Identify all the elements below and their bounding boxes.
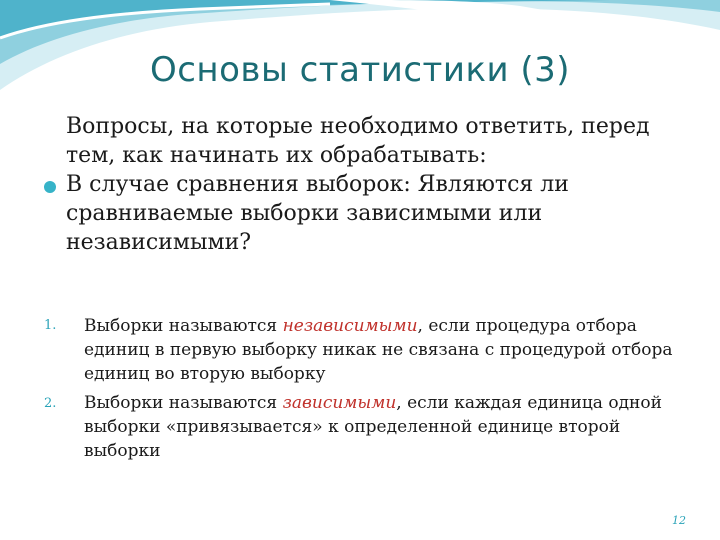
list-number-2: 2.	[44, 396, 57, 411]
list-item-1-after: , если процедура отбора единиц в первую выборку никак не связана с процедурой отбора единиц во вторую выборку	[84, 316, 673, 384]
list-item-1	[84, 314, 684, 386]
list-item-2-after: , если каждая единица одной выборки «привязывается» к определенной единице второй выборки	[84, 393, 662, 461]
list-item-2-before: Выборки называются	[84, 393, 283, 413]
page-number: 12	[672, 514, 686, 527]
list-number-1: 1.	[44, 318, 57, 333]
intro-text: Вопросы, на которые необходимо ответить, перед тем, как начинать их обрабатывать:	[66, 114, 650, 168]
highlight-term-independent: независимыми	[282, 316, 418, 336]
bullet-text: В случае сравнения выборок: Являются ли сравниваемые выборки зависимыми или независимыми?	[66, 172, 569, 255]
bullet-marker	[44, 181, 56, 193]
list-item-2	[84, 391, 684, 463]
list-item-1-before: Выборки называются	[84, 316, 283, 336]
slide-title: Основы статистики (3)	[149, 50, 571, 90]
highlight-term-dependent: зависимыми	[282, 393, 397, 413]
